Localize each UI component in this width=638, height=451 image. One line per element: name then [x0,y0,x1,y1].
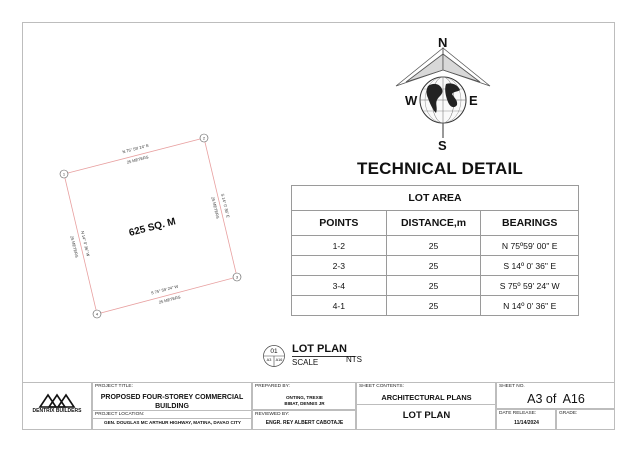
row-points: 1-2 [292,236,387,256]
row-bearing: S 14º 0' 36" E [481,256,579,276]
sheet-no-label: SHEET NO. [499,384,525,389]
left-side-distance: 25 METERS [69,235,80,259]
sheet-contents-2: LOT PLAN [402,410,451,421]
header-distance: DISTANCE,m [386,211,481,236]
reviewed-by-label: REVIEWED BY: [255,412,290,417]
prepared-by-name-2: BIBAT, DENNIS JR [284,401,325,406]
date-release-label: DATE RELEASE: [499,411,537,416]
prepared-by-label: PREPARED BY: [255,384,290,389]
header-points: POINTS [292,211,387,236]
row-points: 3-4 [292,276,387,296]
bottom-side-bearing: S 75° 59' 24" W [150,283,179,296]
row-bearing: N 75º59' 00" E [481,236,579,256]
sheet-contents-divider [357,404,496,405]
row-bearing: S 75º 59' 24" W [481,276,579,296]
compass-south-label: S [438,138,447,153]
sheet-no-cell [496,382,615,409]
table-row [292,276,579,296]
row-distance: 25 [386,256,481,276]
plan-title: LOT PLAN [292,343,347,355]
reviewed-by-name: ENGR. REY ALBERT CABOTAJE [265,420,344,426]
table-row [292,236,579,256]
sheet-contents-cell [356,382,496,430]
lot-area-text: 625 SQ. M [127,216,177,239]
row-distance: 25 [386,296,481,316]
scale-value: NTS [346,355,362,364]
scale-label: SCALE [292,358,319,367]
row-bearing: N 14º 0' 36" E [481,296,579,316]
project-location: GEN. DOUGLAS MC ARTHUR HIGHWAY, MATINA, DAVAO CITY [104,420,241,425]
company-logo-text: DENTRIX BUILDERS [32,408,82,414]
compass-west-label: W [405,93,418,108]
project-title: PROPOSED FOUR-STOREY COMMERCIAL BUILDING [100,394,244,410]
sheet-contents-label: SHEET CONTENTS: [359,384,404,389]
row-points: 2-3 [292,256,387,276]
row-points: 4-1 [292,296,387,316]
grade-cell [556,409,615,430]
lot-plan-drawing [40,120,260,330]
top-side-bearing: N 75° 59' 24" E [121,142,150,155]
left-side-bearing: N 14° 0' 36" W [79,230,91,257]
prepared-by-name-1: ONTING, TREXIE [285,395,323,400]
plan-label-sheet-b: A16 [275,358,283,362]
reviewed-by-cell [252,410,356,430]
lot-area-table [291,185,579,316]
corner-label-1: 1 [62,171,66,177]
globe-icon [420,77,466,123]
corner-label-2: 2 [202,135,206,141]
row-distance: 25 [386,276,481,296]
sheet-no: A3 of A16 [527,392,585,406]
project-location-cell [92,410,252,430]
header-bearings: BEARINGS [481,211,579,236]
compass-east-label: E [469,93,478,108]
compass-north-label: N [438,35,448,50]
plan-label-sheet-a: A3 [266,358,272,362]
plan-label-number: 01 [270,348,278,355]
bottom-side-distance: 25 METERS [158,294,182,305]
date-release-cell [496,409,556,430]
corner-label-3: 3 [235,274,239,280]
project-title-label: PROJECT TITLE: [95,384,133,389]
table-caption: LOT AREA [292,186,579,211]
date-release: 11/14/2024 [514,420,539,426]
table-row [292,296,579,316]
prepared-by-cell [252,382,356,410]
corner-label-4: 4 [95,311,99,317]
row-distance: 25 [386,236,481,256]
company-logo-icon [38,392,76,408]
right-side-distance: 25 METERS [210,196,221,220]
grade-label: GRADE: [559,411,578,416]
table-header-row [292,211,579,236]
table-row [292,256,579,276]
right-side-bearing: S 14° 0' 36" E [220,193,231,219]
top-side-distance: 25 METERS [126,154,150,165]
page-title: TECHNICAL DETAIL [357,159,523,178]
project-location-label: PROJECT LOCATION: [95,412,145,417]
sheet-contents-1: ARCHITECTURAL PLANS [381,393,472,402]
